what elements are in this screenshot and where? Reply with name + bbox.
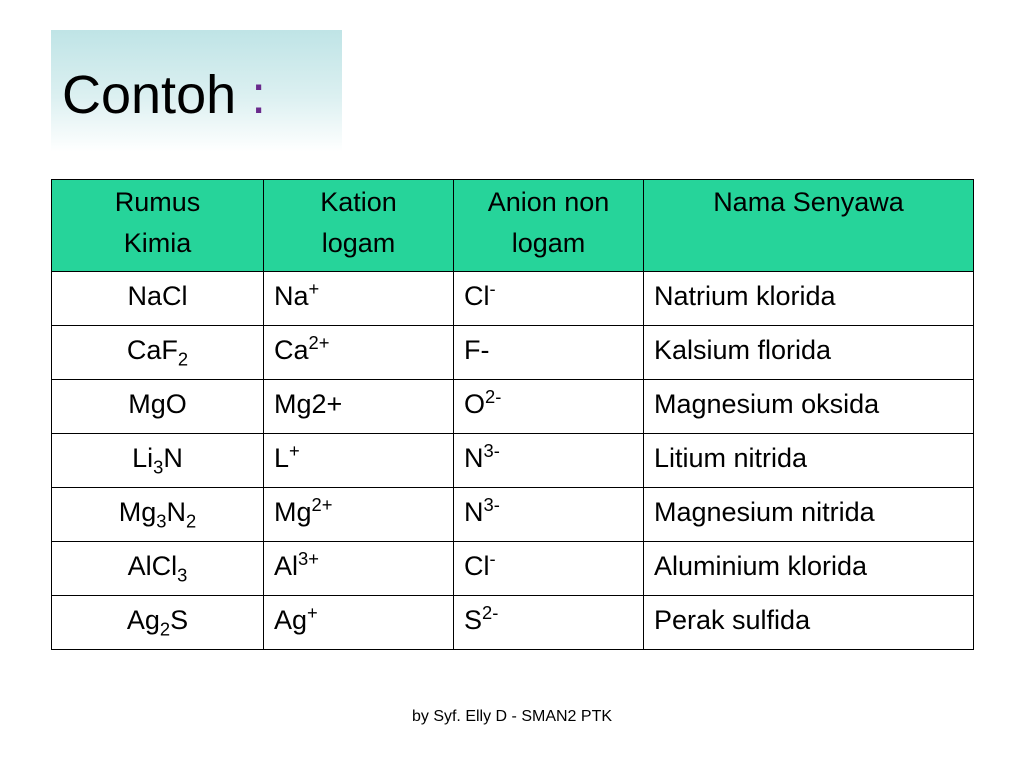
cation-cell xyxy=(264,488,454,542)
text-segment: Mg xyxy=(118,497,157,527)
formula-cell xyxy=(52,380,264,434)
text-segment: N xyxy=(464,443,484,473)
anion-cell xyxy=(454,326,644,380)
anion-cell xyxy=(454,542,644,596)
subscript: 2 xyxy=(177,348,189,370)
cation-cell xyxy=(264,272,454,326)
header-line: Nama Senyawa xyxy=(713,187,904,217)
slide-title-colon: : xyxy=(251,65,267,125)
table-body xyxy=(52,272,974,650)
text-segment: F- xyxy=(464,335,490,365)
table-row xyxy=(52,326,974,380)
formula-cell xyxy=(52,326,264,380)
text-segment: Cl xyxy=(464,281,490,311)
compound-name-cell: Natrium klorida xyxy=(644,272,974,326)
anion-cell xyxy=(454,488,644,542)
superscript: 2- xyxy=(482,601,499,623)
header-cell-cation xyxy=(264,180,454,272)
header-line: Rumus xyxy=(114,187,201,217)
text-segment: AlCl xyxy=(127,551,178,581)
slide-title xyxy=(62,58,266,132)
subscript: 2 xyxy=(159,618,171,640)
text-segment: N xyxy=(166,497,186,527)
header-cell-formula xyxy=(52,180,264,272)
anion-cell xyxy=(454,434,644,488)
header-cell-name xyxy=(644,180,974,272)
header-line: logam xyxy=(321,228,396,258)
text-segment: CaF xyxy=(126,335,178,365)
text-segment: N xyxy=(464,497,484,527)
text-segment: L xyxy=(274,443,290,473)
formula-cell xyxy=(52,434,264,488)
header-line: Kimia xyxy=(123,228,192,258)
formula-cell xyxy=(52,542,264,596)
superscript: + xyxy=(308,277,320,299)
superscript: 2- xyxy=(485,385,502,407)
text-segment: Al xyxy=(274,551,299,581)
superscript: + xyxy=(307,601,318,623)
text-segment: NaCl xyxy=(127,281,188,311)
text-segment: N xyxy=(163,443,183,473)
table-row xyxy=(52,488,974,542)
superscript: + xyxy=(289,439,300,461)
slide-title-text: Contoh xyxy=(62,65,237,125)
text-segment: S xyxy=(464,605,483,635)
subscript: 3 xyxy=(153,456,164,478)
text-segment: S xyxy=(170,605,189,635)
superscript: 3- xyxy=(483,493,500,515)
text-segment: Mg xyxy=(274,497,312,527)
formula-cell xyxy=(52,272,264,326)
cation-cell xyxy=(264,434,454,488)
anion-cell xyxy=(454,596,644,650)
text-segment: Li xyxy=(132,443,154,473)
compound-name-cell: Kalsium florida xyxy=(644,326,974,380)
table-row xyxy=(52,434,974,488)
table-header xyxy=(52,180,974,272)
compound-name-cell: Perak sulfida xyxy=(644,596,974,650)
superscript: 2+ xyxy=(308,331,330,353)
superscript: 3+ xyxy=(298,547,319,569)
slide-footer: by Syf. Elly D - SMAN2 PTK xyxy=(411,708,613,725)
formula-cell xyxy=(52,488,264,542)
superscript: 3- xyxy=(483,439,500,461)
header-line: Anion non xyxy=(487,187,610,217)
cation-cell xyxy=(264,380,454,434)
table-row xyxy=(52,380,974,434)
subscript: 2 xyxy=(186,510,197,532)
table-row xyxy=(52,596,974,650)
text-segment: Cl xyxy=(464,551,490,581)
text-segment: Ag xyxy=(274,605,308,635)
header-line: Kation xyxy=(320,187,397,217)
anion-cell xyxy=(454,272,644,326)
text-segment: O xyxy=(464,389,486,419)
superscript: - xyxy=(489,277,496,299)
formula-cell xyxy=(52,596,264,650)
header-line: logam xyxy=(511,228,586,258)
header-row xyxy=(52,180,974,272)
table-row xyxy=(52,272,974,326)
text-segment: Mg2+ xyxy=(274,389,343,419)
subscript: 3 xyxy=(177,564,188,586)
text-segment: Ag xyxy=(126,605,160,635)
compound-name-cell: Magnesium nitrida xyxy=(644,488,974,542)
superscript: - xyxy=(489,547,496,569)
compound-name-cell: Litium nitrida xyxy=(644,434,974,488)
superscript: 2+ xyxy=(311,493,333,515)
compound-table xyxy=(51,179,974,650)
cation-cell xyxy=(264,326,454,380)
table-row xyxy=(52,542,974,596)
cation-cell xyxy=(264,542,454,596)
compound-name-cell: Aluminium klorida xyxy=(644,542,974,596)
cation-cell xyxy=(264,596,454,650)
text-segment: MgO xyxy=(128,389,187,419)
subscript: 3 xyxy=(156,510,167,532)
text-segment: Na xyxy=(274,281,309,311)
text-segment: Ca xyxy=(274,335,309,365)
anion-cell xyxy=(454,380,644,434)
header-cell-anion xyxy=(454,180,644,272)
compound-name-cell: Magnesium oksida xyxy=(644,380,974,434)
